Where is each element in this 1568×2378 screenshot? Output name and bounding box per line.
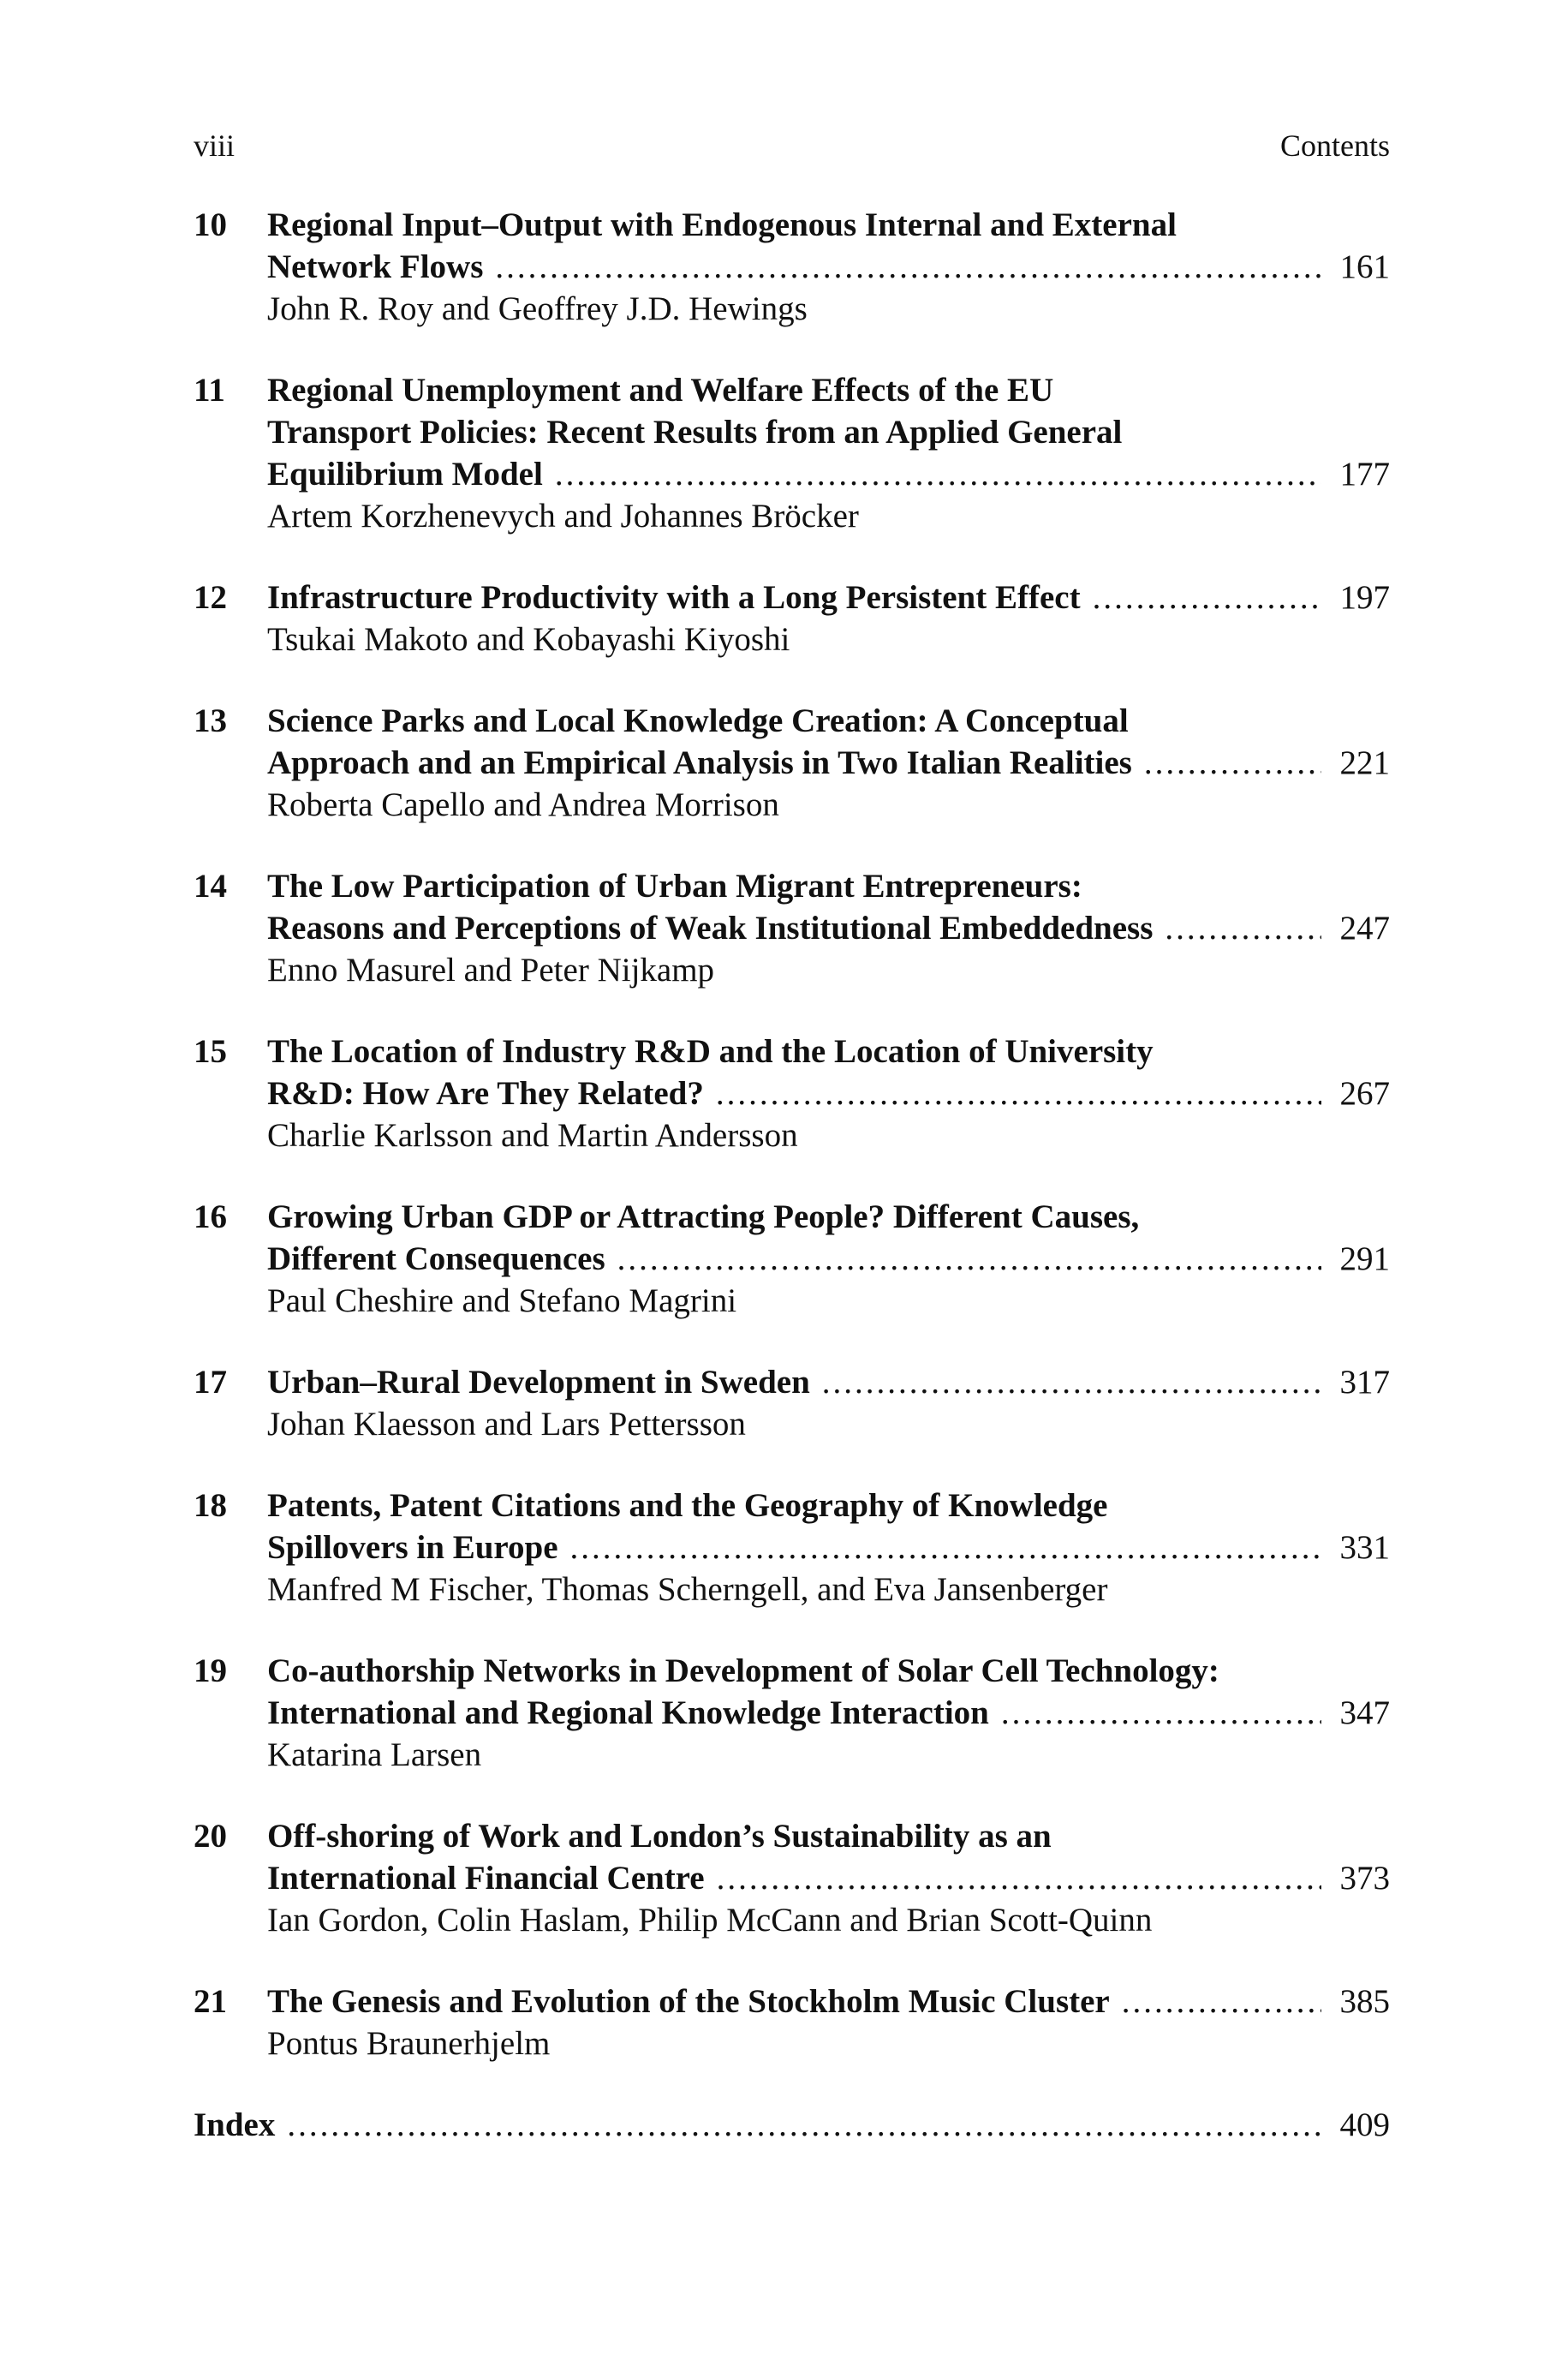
chapter-page-number: 291 (1339, 1240, 1390, 1277)
chapter-number: 16 (194, 1198, 227, 1235)
chapter-authors: Katarina Larsen (267, 1736, 482, 1773)
toc-entry-body (267, 1815, 1390, 1941)
toc-entry-body (267, 1485, 1390, 1610)
toc-entry-body (267, 369, 1390, 537)
toc-entry-body (267, 204, 1390, 330)
toc-entry[interactable] (194, 1196, 1390, 1322)
chapter-page-number: 317 (1339, 1364, 1390, 1401)
chapter-number: 10 (194, 206, 227, 243)
dot-leader (716, 1072, 1321, 1114)
dot-leader (1122, 1981, 1321, 2022)
chapter-title-final-line (267, 1238, 1390, 1280)
chapter-number: 17 (194, 1364, 227, 1401)
toc-entry[interactable] (194, 204, 1390, 330)
toc-entry-body (267, 1031, 1390, 1156)
dot-leader (555, 453, 1321, 495)
chapter-authors: Charlie Karlsson and Martin Andersson (267, 1117, 798, 1154)
toc-entry[interactable] (194, 865, 1390, 991)
chapter-authors: Paul Cheshire and Stefano Magrini (267, 1282, 737, 1319)
toc-entry[interactable] (194, 700, 1390, 826)
chapter-title-line: Regional Input–Output with Endogenous Internal and External (267, 206, 1177, 243)
chapter-title-final-line (267, 1981, 1390, 2022)
dot-leader (822, 1361, 1321, 1403)
dot-leader (287, 2104, 1321, 2146)
chapter-authors: Enno Masurel and Peter Nijkamp (267, 952, 715, 989)
chapter-page-number: 331 (1339, 1529, 1390, 1566)
chapter-authors: Artem Korzhenevych and Johannes Bröcker (267, 498, 859, 535)
chapter-title-end: Spillovers in Europe (267, 1529, 558, 1566)
toc-entry-body (267, 577, 1390, 660)
chapter-title-line: Transport Policies: Recent Results from an Applied General (267, 414, 1123, 451)
chapter-authors: Manfred M Fischer, Thomas Scherngell, and Eva Jansenberger (267, 1571, 1108, 1608)
running-head (0, 124, 1568, 167)
chapter-title-end: Approach and an Empirical Analysis in Two Italian Realities (267, 744, 1132, 781)
dot-leader (717, 1857, 1321, 1899)
chapter-number: 12 (194, 579, 227, 616)
chapter-number: 15 (194, 1033, 227, 1070)
toc-index-line (194, 2104, 1390, 2146)
toc-entry-body (267, 1361, 1390, 1445)
chapter-number: 20 (194, 1818, 227, 1855)
chapter-title-final-line (267, 453, 1390, 495)
chapter-page-number: 221 (1339, 744, 1390, 781)
chapter-page-number: 177 (1339, 456, 1390, 493)
chapter-page-number: 347 (1339, 1694, 1390, 1731)
dot-leader (1144, 742, 1321, 784)
chapter-title-end: Different Consequences (267, 1240, 605, 1277)
dot-leader (495, 246, 1321, 288)
toc-entry[interactable] (194, 1981, 1390, 2064)
dot-leader (570, 1527, 1321, 1568)
chapter-title-final-line (267, 907, 1390, 949)
chapter-title-end: Network Flows (267, 248, 484, 285)
dot-leader (1093, 577, 1321, 618)
chapter-page-number: 247 (1339, 910, 1390, 947)
chapter-authors: Tsukai Makoto and Kobayashi Kiyoshi (267, 621, 790, 658)
chapter-page-number: 197 (1339, 579, 1390, 616)
chapter-title-final-line (267, 742, 1390, 784)
dot-leader (1165, 907, 1321, 949)
dot-leader (1001, 1692, 1321, 1734)
page-folio: viii (194, 128, 235, 163)
chapter-title-line: Off-shoring of Work and London’s Sustainability as an (267, 1818, 1052, 1855)
chapter-title-final-line (267, 1692, 1390, 1734)
chapter-page-number: 385 (1339, 1983, 1390, 2020)
chapter-title-end: The Genesis and Evolution of the Stockholm Music Cluster (267, 1983, 1110, 2020)
chapter-title-final-line (267, 577, 1390, 618)
toc-entry[interactable] (194, 1815, 1390, 1941)
chapter-title-line: Science Parks and Local Knowledge Creation: A Conceptual (267, 702, 1129, 739)
toc-entry-body (267, 1650, 1390, 1776)
chapter-title-final-line (267, 1072, 1390, 1114)
toc-entry[interactable] (194, 1031, 1390, 1156)
chapter-number: 19 (194, 1652, 227, 1689)
chapter-title-line: The Low Participation of Urban Migrant Entrepreneurs: (267, 868, 1082, 905)
chapter-title-final-line (267, 1361, 1390, 1403)
chapter-title-end: Infrastructure Productivity with a Long Persistent Effect (267, 579, 1081, 616)
chapter-title-line: Patents, Patent Citations and the Geography of Knowledge (267, 1487, 1108, 1524)
table-of-contents (194, 204, 1390, 2185)
chapter-number: 13 (194, 702, 227, 739)
dot-leader (617, 1238, 1321, 1280)
chapter-title-line: Growing Urban GDP or Attracting People? Different Causes, (267, 1198, 1140, 1235)
chapter-authors: Johan Klaesson and Lars Pettersson (267, 1406, 746, 1443)
chapter-number: 11 (194, 372, 225, 409)
chapter-title-line: Co-authorship Networks in Development of Solar Cell Technology: (267, 1652, 1219, 1689)
toc-entry[interactable] (194, 1361, 1390, 1445)
chapter-page-number: 161 (1339, 248, 1390, 285)
chapter-number: 14 (194, 868, 227, 905)
toc-entry-index[interactable] (194, 2104, 1390, 2146)
toc-index-label: Index (194, 2106, 276, 2143)
toc-entry-body (267, 865, 1390, 991)
chapter-title-end: International Financial Centre (267, 1860, 705, 1897)
running-head-section: Contents (1279, 128, 1390, 163)
toc-entry-body (267, 700, 1390, 826)
chapter-authors: Ian Gordon, Colin Haslam, Philip McCann and Brian Scott-Quinn (267, 1902, 1153, 1939)
chapter-authors: Roberta Capello and Andrea Morrison (267, 786, 779, 823)
toc-entry[interactable] (194, 577, 1390, 660)
chapter-number: 18 (194, 1487, 227, 1524)
toc-entry[interactable] (194, 1650, 1390, 1776)
chapter-number: 21 (194, 1983, 227, 2020)
chapter-title-final-line (267, 1857, 1390, 1899)
toc-entry-body (267, 1981, 1390, 2064)
chapter-title-line: Regional Unemployment and Welfare Effects of the EU (267, 372, 1054, 409)
chapter-title-end: Urban–Rural Development in Sweden (267, 1364, 810, 1401)
chapter-authors: John R. Roy and Geoffrey J.D. Hewings (267, 290, 808, 327)
chapter-page-number: 373 (1339, 1860, 1390, 1897)
chapter-title-end: Reasons and Perceptions of Weak Institutional Embeddedness (267, 910, 1154, 947)
chapter-title-end: International and Regional Knowledge Interaction (267, 1694, 989, 1731)
toc-entry-body (267, 1196, 1390, 1322)
toc-index-page: 409 (1339, 2106, 1390, 2143)
chapter-title-final-line (267, 246, 1390, 288)
toc-entry[interactable] (194, 369, 1390, 537)
chapter-title-end: R&D: How Are They Related? (267, 1075, 704, 1112)
chapter-authors: Pontus Braunerhjelm (267, 2025, 551, 2062)
chapter-title-line: The Location of Industry R&D and the Location of University (267, 1033, 1154, 1070)
toc-entry[interactable] (194, 1485, 1390, 1610)
chapter-page-number: 267 (1339, 1075, 1390, 1112)
chapter-title-final-line (267, 1527, 1390, 1568)
chapter-title-end: Equilibrium Model (267, 456, 543, 493)
